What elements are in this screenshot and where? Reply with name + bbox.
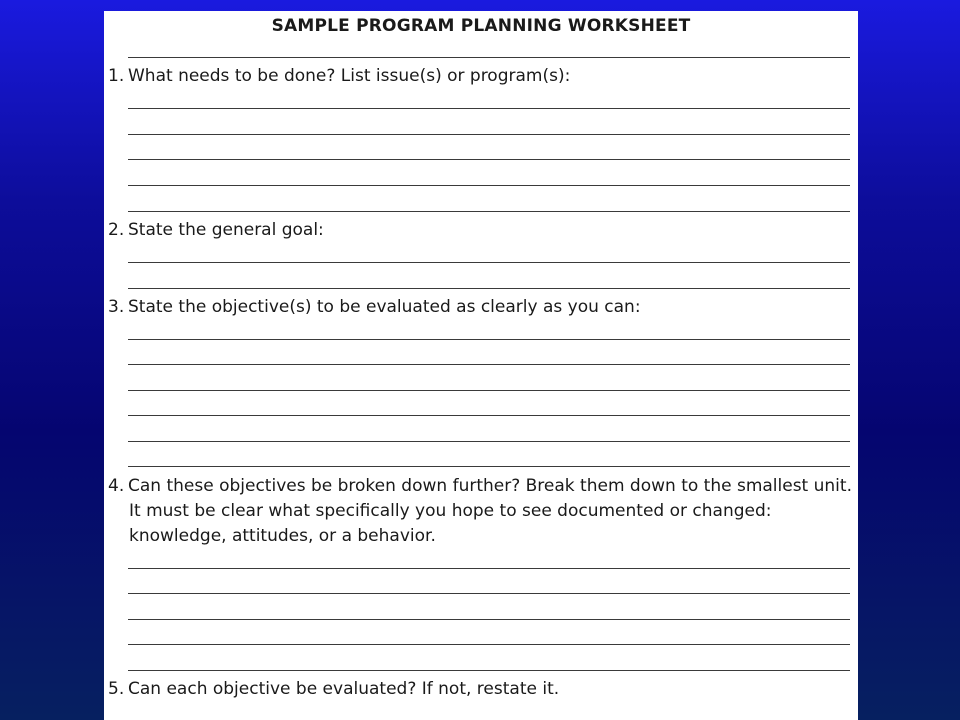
answer-line[interactable] xyxy=(128,415,850,416)
answer-line[interactable] xyxy=(128,159,850,160)
answer-line[interactable] xyxy=(128,390,850,391)
question-number: 5. xyxy=(108,679,125,699)
question-text: What needs to be done? List issue(s) or program(s): xyxy=(128,66,571,86)
answer-line[interactable] xyxy=(128,670,850,671)
answer-line[interactable] xyxy=(128,134,850,135)
answer-line[interactable] xyxy=(128,339,850,340)
question-number: 3. xyxy=(108,297,125,317)
question-text: Can these objectives be broken down further? Break them down to the smallest unit. xyxy=(128,476,852,496)
worksheet-page xyxy=(104,11,858,720)
answer-line[interactable] xyxy=(128,619,850,620)
answer-line[interactable] xyxy=(128,441,850,442)
question-text: State the objective(s) to be evaluated as clearly as you can: xyxy=(128,297,641,317)
answer-line[interactable] xyxy=(128,288,850,289)
answer-line[interactable] xyxy=(128,108,850,109)
worksheet-title: SAMPLE PROGRAM PLANNING WORKSHEET xyxy=(271,16,691,36)
question-text: Can each objective be evaluated? If not, restate it. xyxy=(128,679,560,699)
question-number: 2. xyxy=(108,220,125,240)
title-rule xyxy=(128,57,850,58)
answer-line[interactable] xyxy=(128,568,850,569)
answer-line[interactable] xyxy=(128,364,850,365)
question-2 xyxy=(108,218,324,243)
answer-line[interactable] xyxy=(128,211,850,212)
question-text: State the general goal: xyxy=(128,220,324,240)
question-text-continued: knowledge, attitudes, or a behavior. xyxy=(129,526,436,546)
question-number: 1. xyxy=(108,66,125,86)
question-5 xyxy=(108,677,559,702)
answer-line[interactable] xyxy=(128,644,850,645)
question-text-continued: It must be clear what specifically you hope to see documented or changed: xyxy=(129,501,772,521)
question-3 xyxy=(108,295,641,320)
answer-line[interactable] xyxy=(128,185,850,186)
answer-line[interactable] xyxy=(128,466,850,467)
answer-line[interactable] xyxy=(128,593,850,594)
answer-line[interactable] xyxy=(128,262,850,263)
question-4 xyxy=(108,474,852,549)
question-number: 4. xyxy=(108,476,125,496)
question-1 xyxy=(108,64,570,89)
